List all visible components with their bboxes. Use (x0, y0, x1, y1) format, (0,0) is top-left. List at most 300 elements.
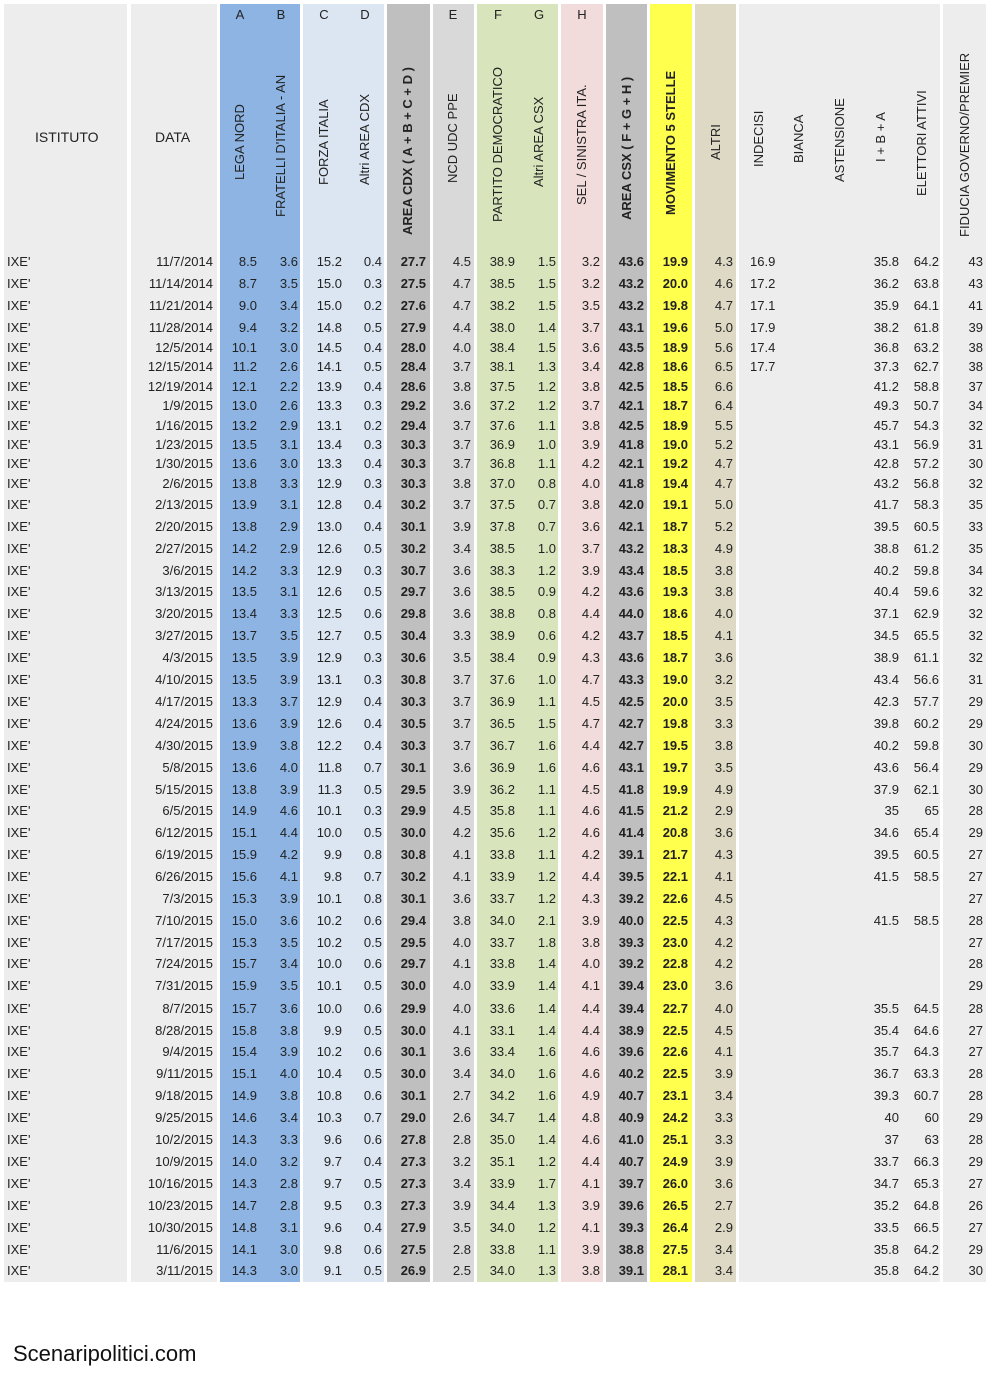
cell-iba (860, 978, 899, 994)
cell-altri: 5.0 (714, 320, 733, 335)
cell-bianca (790, 803, 830, 819)
cell-elettori: 54.3 (913, 418, 939, 433)
cell-fi: 11.3 (317, 782, 342, 797)
cell-area-cdx: 30.0 (400, 978, 426, 993)
cell-iba: 35.2 (873, 1198, 899, 1213)
cell-area-csx: 43.3 (618, 672, 644, 687)
cell-data: 10/16/2015 (147, 1176, 213, 1191)
cell-istituto: IXE' (7, 825, 31, 840)
cell-fi: 12.8 (316, 497, 342, 512)
cell-fdi: 3.6 (279, 1001, 298, 1016)
cell-fiducia: 28 (968, 956, 983, 971)
cell-altri-csx: 1.6 (537, 1044, 556, 1059)
cell-indecisi (750, 606, 790, 622)
cell-elettori: 56.4 (913, 760, 939, 775)
cell-bianca (790, 476, 830, 492)
cell-fdi: 4.2 (279, 847, 298, 862)
table-row (0, 603, 1001, 625)
cell-iba: 45.7 (873, 418, 899, 433)
cell-altri: 4.2 (714, 935, 733, 950)
table-row (0, 538, 1001, 560)
table-row (0, 1020, 1001, 1042)
cell-altri-csx: 1.1 (537, 456, 556, 471)
cell-altri-csx: 1.2 (537, 379, 556, 394)
cell-area-csx: 39.1 (618, 1263, 644, 1278)
cell-altri-csx: 1.6 (537, 738, 556, 753)
cell-iba: 35.8 (873, 1263, 899, 1278)
cell-altri-csx: 1.0 (537, 672, 556, 687)
cell-altri-cdx: 0.3 (363, 803, 382, 818)
cell-indecisi (750, 1198, 790, 1214)
cell-m5s: 20.0 (662, 694, 688, 709)
cell-elettori (899, 956, 939, 972)
cell-data: 5/8/2015 (162, 760, 213, 775)
cell-m5s: 22.5 (662, 1066, 688, 1081)
cell-m5s: 18.9 (662, 418, 688, 433)
cell-lega: 9.0 (238, 298, 257, 313)
cell-data: 3/20/2015 (155, 606, 213, 621)
cell-area-csx: 39.7 (618, 1176, 644, 1191)
cell-fiducia: 32 (968, 584, 983, 599)
cell-sel: 3.8 (581, 379, 600, 394)
cell-ncd: 4.7 (452, 298, 471, 313)
cell-altri-cdx: 0.4 (363, 1154, 382, 1169)
cell-ncd: 3.8 (452, 379, 471, 394)
cell-istituto: IXE' (7, 628, 31, 643)
cell-ncd: 3.4 (452, 541, 471, 556)
cell-data: 7/10/2015 (155, 913, 213, 928)
cell-area-csx: 42.5 (618, 694, 644, 709)
cell-lega: 14.3 (231, 1263, 257, 1278)
table-row (0, 975, 1001, 997)
cell-iba: 39.3 (873, 1088, 899, 1103)
cell-area-csx: 43.6 (618, 254, 644, 269)
cell-altri-csx: 0.8 (537, 606, 556, 621)
cell-pd: 35.6 (489, 825, 515, 840)
cell-pd: 37.2 (489, 398, 515, 413)
cell-ncd: 3.6 (452, 760, 471, 775)
cell-m5s: 21.7 (662, 847, 688, 862)
cell-m5s: 18.7 (662, 519, 688, 534)
cell-sel: 4.7 (581, 716, 600, 731)
table-row (0, 1085, 1001, 1107)
cell-m5s: 23.0 (662, 978, 688, 993)
cell-elettori: 64.2 (913, 1263, 939, 1278)
cell-fi: 14.8 (316, 320, 342, 335)
cell-elettori: 63.2 (913, 340, 939, 355)
cell-fdi: 3.4 (279, 956, 298, 971)
cell-pd: 34.4 (489, 1198, 515, 1213)
cell-altri-csx: 1.1 (537, 1242, 556, 1257)
cell-elettori: 57.7 (913, 694, 939, 709)
cell-ncd: 3.7 (452, 694, 471, 709)
cell-data: 7/17/2015 (155, 935, 213, 950)
cell-elettori: 65 (924, 803, 939, 818)
cell-pd: 34.0 (489, 1263, 515, 1278)
cell-iba (860, 956, 899, 972)
cell-m5s: 18.9 (662, 340, 688, 355)
cell-bianca (790, 1044, 830, 1060)
cell-istituto: IXE' (7, 1001, 31, 1016)
cell-altri-cdx: 0.6 (363, 913, 382, 928)
cell-area-cdx: 29.7 (400, 584, 426, 599)
cell-altri: 3.4 (714, 1242, 733, 1257)
cell-indecisi: 17.9 (750, 320, 776, 335)
cell-area-csx: 42.7 (618, 716, 644, 731)
cell-elettori: 65.4 (913, 825, 939, 840)
cell-altri-csx: 1.6 (537, 760, 556, 775)
cell-istituto: IXE' (7, 584, 31, 599)
cell-fdi: 3.9 (279, 891, 298, 906)
cell-pd: 38.8 (489, 606, 515, 621)
cell-bianca (790, 1132, 830, 1148)
cell-fdi: 3.0 (279, 1263, 298, 1278)
cell-altri-cdx: 0.3 (363, 650, 382, 665)
cell-area-csx: 41.5 (618, 803, 644, 818)
cell-area-csx: 43.7 (618, 628, 644, 643)
cell-istituto: IXE' (7, 672, 31, 687)
cell-istituto: IXE' (7, 519, 31, 534)
cell-area-csx: 42.1 (618, 398, 644, 413)
table-row (0, 516, 1001, 538)
cell-elettori: 56.8 (913, 476, 939, 491)
cell-indecisi (750, 716, 790, 732)
cell-fi: 9.1 (323, 1263, 342, 1278)
cell-area-cdx: 28.4 (400, 359, 426, 374)
cell-indecisi (750, 398, 790, 414)
cell-fdi: 3.9 (279, 1044, 298, 1059)
cell-elettori: 62.9 (913, 606, 939, 621)
cell-m5s: 28.1 (662, 1263, 688, 1278)
cell-altri: 4.5 (714, 891, 733, 906)
cell-bianca (790, 276, 830, 292)
cell-elettori: 61.1 (913, 650, 939, 665)
cell-ncd: 3.7 (452, 418, 471, 433)
cell-data: 9/18/2015 (155, 1088, 213, 1103)
cell-fi: 10.8 (316, 1088, 342, 1103)
cell-lega: 14.3 (231, 1132, 257, 1147)
cell-altri-csx: 1.7 (537, 1176, 556, 1191)
cell-pd: 38.3 (489, 563, 515, 578)
cell-iba: 41.7 (873, 497, 899, 512)
cell-elettori: 66.5 (913, 1220, 939, 1235)
cell-ncd: 4.1 (452, 847, 471, 862)
cell-lega: 13.7 (231, 628, 257, 643)
cell-data: 2/20/2015 (155, 519, 213, 534)
cell-lega: 13.5 (231, 584, 257, 599)
cell-data: 12/15/2014 (147, 359, 213, 374)
cell-istituto: IXE' (7, 254, 31, 269)
cell-m5s: 20.8 (662, 825, 688, 840)
table-row (0, 1260, 1001, 1282)
cell-iba: 41.5 (873, 913, 899, 928)
cell-lega: 14.2 (231, 541, 257, 556)
cell-fi: 9.8 (323, 1242, 342, 1257)
cell-m5s: 18.7 (662, 650, 688, 665)
cell-fi: 12.9 (316, 694, 342, 709)
cell-altri: 6.4 (714, 398, 733, 413)
cell-fi: 9.6 (323, 1132, 342, 1147)
cell-elettori: 65.5 (913, 628, 939, 643)
cell-sel: 4.0 (581, 476, 600, 491)
cell-indecisi (750, 738, 790, 754)
cell-elettori: 60 (924, 1110, 939, 1125)
cell-fiducia: 37 (968, 379, 983, 394)
cell-istituto: IXE' (7, 1220, 31, 1235)
cell-altri: 3.3 (714, 716, 733, 731)
cell-altri-csx: 1.5 (537, 276, 556, 291)
cell-altri-csx: 1.1 (537, 782, 556, 797)
cell-ncd: 3.5 (452, 650, 471, 665)
cell-fi: 15.0 (316, 276, 342, 291)
cell-sel: 4.9 (581, 1088, 600, 1103)
cell-bianca (790, 628, 830, 644)
cell-indecisi (750, 456, 790, 472)
cell-ncd: 3.7 (452, 456, 471, 471)
cell-lega: 13.9 (231, 738, 257, 753)
cell-iba: 36.8 (873, 340, 899, 355)
table-row (0, 910, 1001, 932)
cell-istituto: IXE' (7, 1176, 31, 1191)
cell-altri-cdx: 0.3 (363, 276, 382, 291)
cell-istituto: IXE' (7, 497, 31, 512)
cell-altri-cdx: 0.4 (363, 1220, 382, 1235)
cell-ncd: 3.3 (452, 628, 471, 643)
cell-altri-cdx: 0.4 (363, 497, 382, 512)
table-row (0, 1217, 1001, 1239)
table-row (0, 713, 1001, 735)
cell-fdi: 3.1 (279, 1220, 298, 1235)
cell-ncd: 3.4 (452, 1066, 471, 1081)
cell-pd: 36.9 (489, 694, 515, 709)
cell-pd: 37.5 (489, 379, 515, 394)
cell-pd: 33.9 (489, 869, 515, 884)
cell-altri-csx: 1.2 (537, 825, 556, 840)
cell-ncd: 4.1 (452, 956, 471, 971)
cell-indecisi: 17.2 (750, 276, 776, 291)
cell-fdi: 3.9 (279, 716, 298, 731)
cell-sel: 3.7 (581, 398, 600, 413)
cell-sel: 3.2 (581, 276, 600, 291)
cell-fiducia: 29 (968, 760, 983, 775)
cell-iba: 33.5 (873, 1220, 899, 1235)
cell-altri-csx: 1.4 (537, 978, 556, 993)
cell-sel: 3.6 (581, 519, 600, 534)
cell-lega: 13.6 (231, 760, 257, 775)
cell-altri-cdx: 0.5 (363, 541, 382, 556)
cell-elettori: 59.8 (913, 563, 939, 578)
cell-elettori: 58.5 (913, 913, 939, 928)
cell-area-csx: 42.5 (618, 379, 644, 394)
cell-fdi: 3.2 (279, 1154, 298, 1169)
cell-area-cdx: 27.5 (400, 1242, 426, 1257)
cell-area-csx: 41.8 (618, 782, 644, 797)
cell-ncd: 4.5 (452, 803, 471, 818)
cell-sel: 4.7 (581, 672, 600, 687)
cell-area-cdx: 30.2 (400, 541, 426, 556)
cell-elettori: 64.1 (913, 298, 939, 313)
cell-lega: 12.1 (231, 379, 257, 394)
letter-b: B (276, 7, 286, 22)
cell-fdi: 3.7 (279, 694, 298, 709)
cell-bianca (790, 606, 830, 622)
cell-data: 7/24/2015 (155, 956, 213, 971)
cell-ncd: 3.7 (452, 716, 471, 731)
cell-fiducia: 32 (968, 628, 983, 643)
header-forza-italia: FORZA ITALIA (316, 99, 331, 185)
cell-fi: 10.1 (316, 891, 342, 906)
cell-bianca (790, 935, 830, 951)
cell-sel: 4.1 (581, 1176, 600, 1191)
cell-fiducia: 30 (968, 1263, 983, 1278)
cell-istituto: IXE' (7, 803, 31, 818)
cell-elettori: 60.7 (913, 1088, 939, 1103)
cell-istituto: IXE' (7, 541, 31, 556)
cell-fiducia: 39 (968, 320, 983, 335)
cell-elettori: 64.3 (913, 1044, 939, 1059)
cell-altri-cdx: 0.3 (363, 437, 382, 452)
cell-sel: 4.3 (581, 650, 600, 665)
cell-data: 11/21/2014 (148, 298, 213, 313)
cell-lega: 10.1 (231, 340, 257, 355)
cell-altri: 3.3 (714, 1132, 733, 1147)
cell-pd: 38.0 (489, 320, 515, 335)
cell-altri-cdx: 0.4 (363, 379, 382, 394)
cell-bianca (790, 1198, 830, 1214)
cell-lega: 15.6 (231, 869, 257, 884)
cell-altri-cdx: 0.8 (363, 847, 382, 862)
cell-indecisi (750, 476, 790, 492)
cell-altri: 5.0 (714, 497, 733, 512)
cell-fiducia: 28 (968, 913, 983, 928)
header-ncd: NCD UDC PPE (445, 93, 460, 183)
cell-iba: 37.3 (873, 359, 899, 374)
cell-lega: 11.2 (232, 359, 257, 374)
cell-fi: 9.8 (323, 869, 342, 884)
cell-altri: 4.7 (714, 298, 733, 313)
cell-altri: 3.3 (714, 1110, 733, 1125)
cell-altri: 4.5 (714, 1023, 733, 1038)
cell-lega: 15.8 (231, 1023, 257, 1038)
cell-lega: 14.3 (231, 1176, 257, 1191)
cell-bianca (790, 437, 830, 453)
table-row (0, 1239, 1001, 1261)
cell-altri: 3.2 (714, 672, 733, 687)
cell-m5s: 19.5 (662, 738, 688, 753)
cell-area-csx: 38.8 (618, 1242, 644, 1257)
cell-iba: 43.1 (873, 437, 899, 452)
cell-indecisi (750, 584, 790, 600)
cell-fdi: 3.6 (279, 254, 298, 269)
cell-ncd: 3.6 (452, 398, 471, 413)
cell-fdi: 3.4 (279, 298, 298, 313)
cell-elettori: 64.8 (913, 1198, 939, 1213)
cell-fdi: 4.1 (279, 869, 298, 884)
cell-ncd: 4.2 (452, 825, 471, 840)
cell-area-csx: 39.2 (618, 891, 644, 906)
cell-iba: 42.8 (873, 456, 899, 471)
cell-altri: 4.7 (714, 476, 733, 491)
cell-data: 6/19/2015 (155, 847, 213, 862)
cell-iba: 35.7 (873, 1044, 899, 1059)
cell-data: 1/16/2015 (155, 418, 213, 433)
cell-iba (860, 935, 899, 951)
cell-altri-cdx: 0.7 (363, 760, 382, 775)
cell-bianca (790, 379, 830, 395)
table-row (0, 625, 1001, 647)
cell-elettori: 62.1 (913, 782, 939, 797)
cell-pd: 35.0 (489, 1132, 515, 1147)
cell-altri-cdx: 0.3 (363, 672, 382, 687)
cell-data: 3/6/2015 (162, 563, 213, 578)
cell-sel: 4.6 (581, 825, 600, 840)
cell-ncd: 2.8 (452, 1132, 471, 1147)
cell-fi: 14.5 (316, 340, 342, 355)
table-row (0, 473, 1001, 495)
header-elettori: ELETTORI ATTIVI (914, 90, 929, 196)
cell-elettori: 60.5 (913, 847, 939, 862)
cell-altri-cdx: 0.3 (363, 398, 382, 413)
cell-altri: 4.7 (714, 456, 733, 471)
cell-area-cdx: 30.5 (400, 716, 426, 731)
cell-lega: 13.8 (231, 476, 257, 491)
cell-ncd: 4.0 (452, 978, 471, 993)
cell-area-cdx: 30.1 (400, 1088, 426, 1103)
cell-pd: 34.0 (489, 1066, 515, 1081)
cell-area-csx: 41.8 (618, 437, 644, 452)
table-row (0, 932, 1001, 954)
cell-area-cdx: 30.1 (400, 519, 426, 534)
cell-elettori: 63.3 (913, 1066, 939, 1081)
cell-fiducia: 35 (968, 541, 983, 556)
table-row (0, 356, 1001, 378)
footer-brand: Scenaripolitici.com (13, 1341, 197, 1366)
cell-fdi: 3.0 (279, 340, 298, 355)
cell-lega: 15.0 (231, 913, 257, 928)
cell-m5s: 19.4 (662, 476, 688, 491)
cell-iba (860, 891, 899, 907)
cell-indecisi: 17.4 (750, 340, 776, 355)
cell-istituto: IXE' (7, 1132, 31, 1147)
header-istituto: ISTITUTO (35, 129, 99, 145)
cell-area-cdx: 28.0 (400, 340, 426, 355)
cell-altri: 3.5 (714, 694, 733, 709)
cell-data: 4/10/2015 (155, 672, 213, 687)
cell-altri-csx: 1.5 (537, 340, 556, 355)
cell-pd: 38.5 (489, 584, 515, 599)
cell-fi: 10.2 (316, 1044, 342, 1059)
cell-altri: 3.6 (714, 978, 733, 993)
cell-iba: 35.8 (873, 254, 899, 269)
cell-area-csx: 40.7 (618, 1154, 644, 1169)
cell-altri-cdx: 0.6 (363, 1088, 382, 1103)
cell-area-cdx: 30.0 (400, 1023, 426, 1038)
cell-bianca (790, 760, 830, 776)
cell-data: 2/6/2015 (162, 476, 213, 491)
cell-fi: 9.9 (323, 847, 342, 862)
cell-data: 4/17/2015 (155, 694, 213, 709)
cell-area-csx: 40.2 (618, 1066, 644, 1081)
cell-pd: 38.2 (489, 298, 515, 313)
cell-m5s: 19.1 (662, 497, 688, 512)
cell-fiducia: 32 (968, 476, 983, 491)
cell-altri-csx: 1.1 (537, 694, 556, 709)
cell-data: 8/7/2015 (162, 1001, 213, 1016)
cell-fiducia: 29 (968, 716, 983, 731)
cell-area-cdx: 30.4 (400, 628, 426, 643)
cell-altri-cdx: 0.6 (363, 1132, 382, 1147)
cell-indecisi (750, 956, 790, 972)
